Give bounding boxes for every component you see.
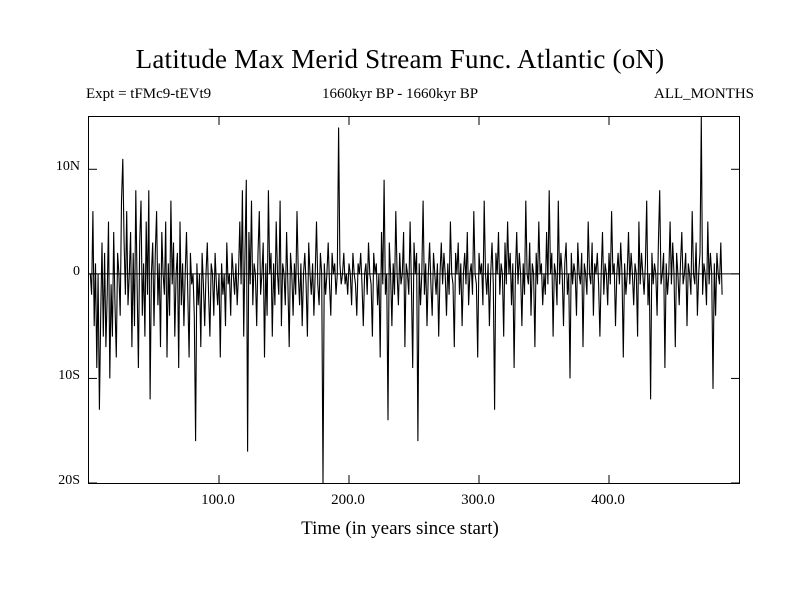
y-tick-label-20s: 20S [58,473,80,488]
y-tick-label-10n: 10N [55,159,80,175]
series-line [89,117,739,483]
x-tick-label-200: 200.0 [331,492,365,508]
plot-area [88,116,740,484]
y-tick-label-0: 0 [73,263,80,279]
period-label: 1660kyr BP - 1660kyr BP [321,86,479,102]
x-axis-title: Time (in years since start) [301,518,499,539]
months-label: ALL_MONTHS [654,86,754,102]
x-tick-label-400: 400.0 [591,492,625,508]
page-title: Latitude Max Merid Stream Func. Atlantic (oN) [135,44,665,74]
x-tick-label-300: 300.0 [461,492,495,508]
experiment-label: Expt = tFMc9-tEVt9 [86,86,212,102]
x-tick-label-100: 100.0 [201,492,235,508]
y-tick-label-10s: 10S [58,368,80,384]
